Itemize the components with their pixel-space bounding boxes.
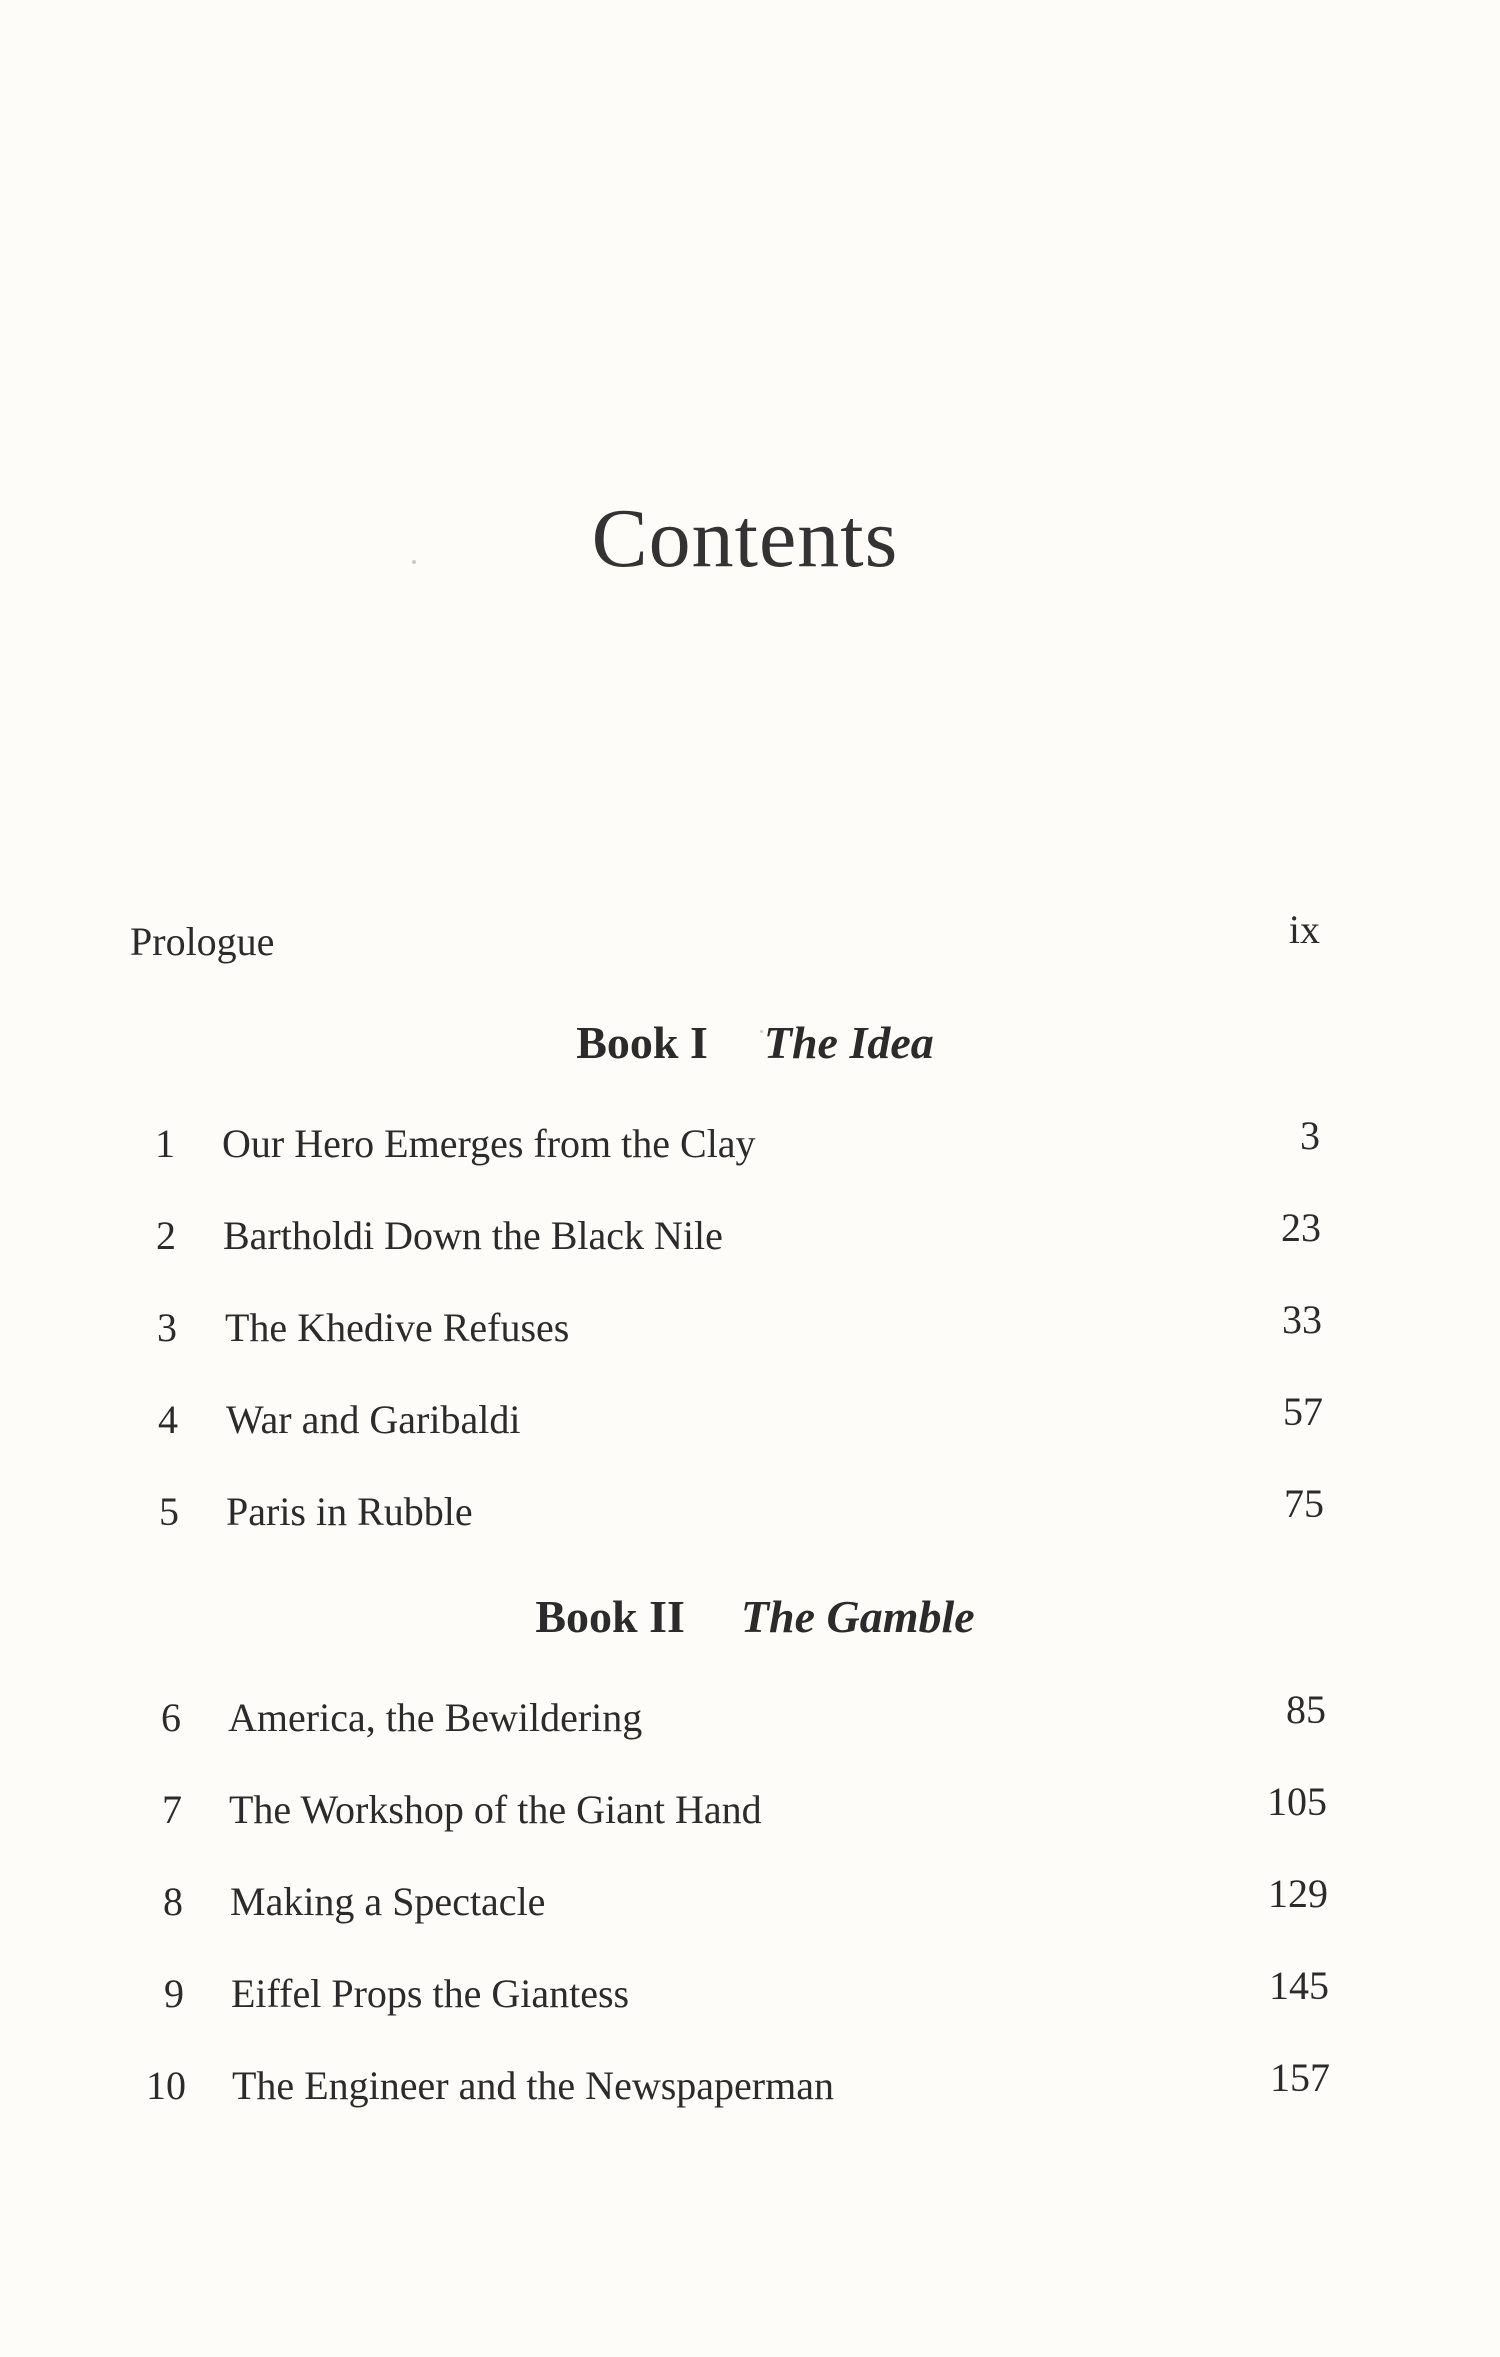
chapter-entry	[0, 2055, 1500, 2122]
book-number: Book I	[576, 1017, 708, 1068]
chapter-number: 1	[155, 1121, 175, 1166]
chapter-page-number: 33	[1282, 1297, 1322, 1342]
chapter-page-number: 105	[1267, 1779, 1327, 1824]
chapter-entry	[0, 1389, 1500, 1456]
prologue-page-number: ix	[1288, 907, 1320, 952]
chapter-title: The Khedive Refuses	[225, 1305, 570, 1350]
book-name: The Gamble	[740, 1591, 975, 1642]
chapter-entry	[0, 1481, 1500, 1548]
chapter-number: 4	[158, 1397, 178, 1442]
chapter-page-number: 75	[1284, 1481, 1324, 1526]
chapter-number: 8	[163, 1879, 183, 1924]
chapter-title: The Workshop of the Giant Hand	[229, 1787, 762, 1832]
chapter-entry	[0, 1779, 1500, 1846]
chapter-title: Our Hero Emerges from the Clay	[222, 1121, 756, 1166]
chapter-page-number: 157	[1270, 2055, 1330, 2100]
chapter-number: 6	[161, 1695, 181, 1740]
chapter-title: Paris in Rubble	[226, 1489, 473, 1534]
book-heading	[0, 1590, 1500, 1643]
book-name: The Idea	[763, 1017, 934, 1068]
chapter-number: 7	[162, 1787, 182, 1832]
book-number: Book II	[535, 1591, 685, 1642]
chapter-entry	[0, 1963, 1500, 2030]
chapter-entry	[0, 1687, 1500, 1754]
book-heading	[0, 1016, 1500, 1069]
chapter-page-number: 57	[1283, 1389, 1323, 1434]
page-title: Contents	[591, 492, 899, 585]
chapter-page-number: 85	[1286, 1687, 1326, 1732]
chapter-page-number: 145	[1269, 1963, 1329, 2008]
chapter-title: Eiffel Props the Giantess	[231, 1971, 630, 2016]
chapter-title: America, the Bewildering	[228, 1695, 643, 1740]
chapter-entry	[0, 1205, 1500, 1272]
chapter-number: 3	[157, 1305, 177, 1350]
chapter-page-number: 129	[1268, 1871, 1328, 1916]
chapter-number: 10	[146, 2063, 186, 2108]
chapter-title: Bartholdi Down the Black Nile	[223, 1213, 723, 1258]
chapter-number: 5	[159, 1489, 179, 1534]
chapter-title: War and Garibaldi	[226, 1397, 521, 1442]
chapter-title: The Engineer and the Newspaperman	[232, 2063, 834, 2108]
chapter-title: Making a Spectacle	[230, 1879, 546, 1924]
chapter-page-number: 3	[1300, 1113, 1320, 1158]
chapter-page-number: 23	[1281, 1205, 1321, 1250]
prologue-entry: Prologue	[130, 919, 275, 964]
chapter-entry	[0, 1297, 1500, 1364]
chapter-number: 2	[156, 1213, 176, 1258]
chapter-number: 9	[164, 1971, 184, 2016]
chapter-entry	[0, 1113, 1500, 1180]
chapter-entry	[0, 1871, 1500, 1938]
